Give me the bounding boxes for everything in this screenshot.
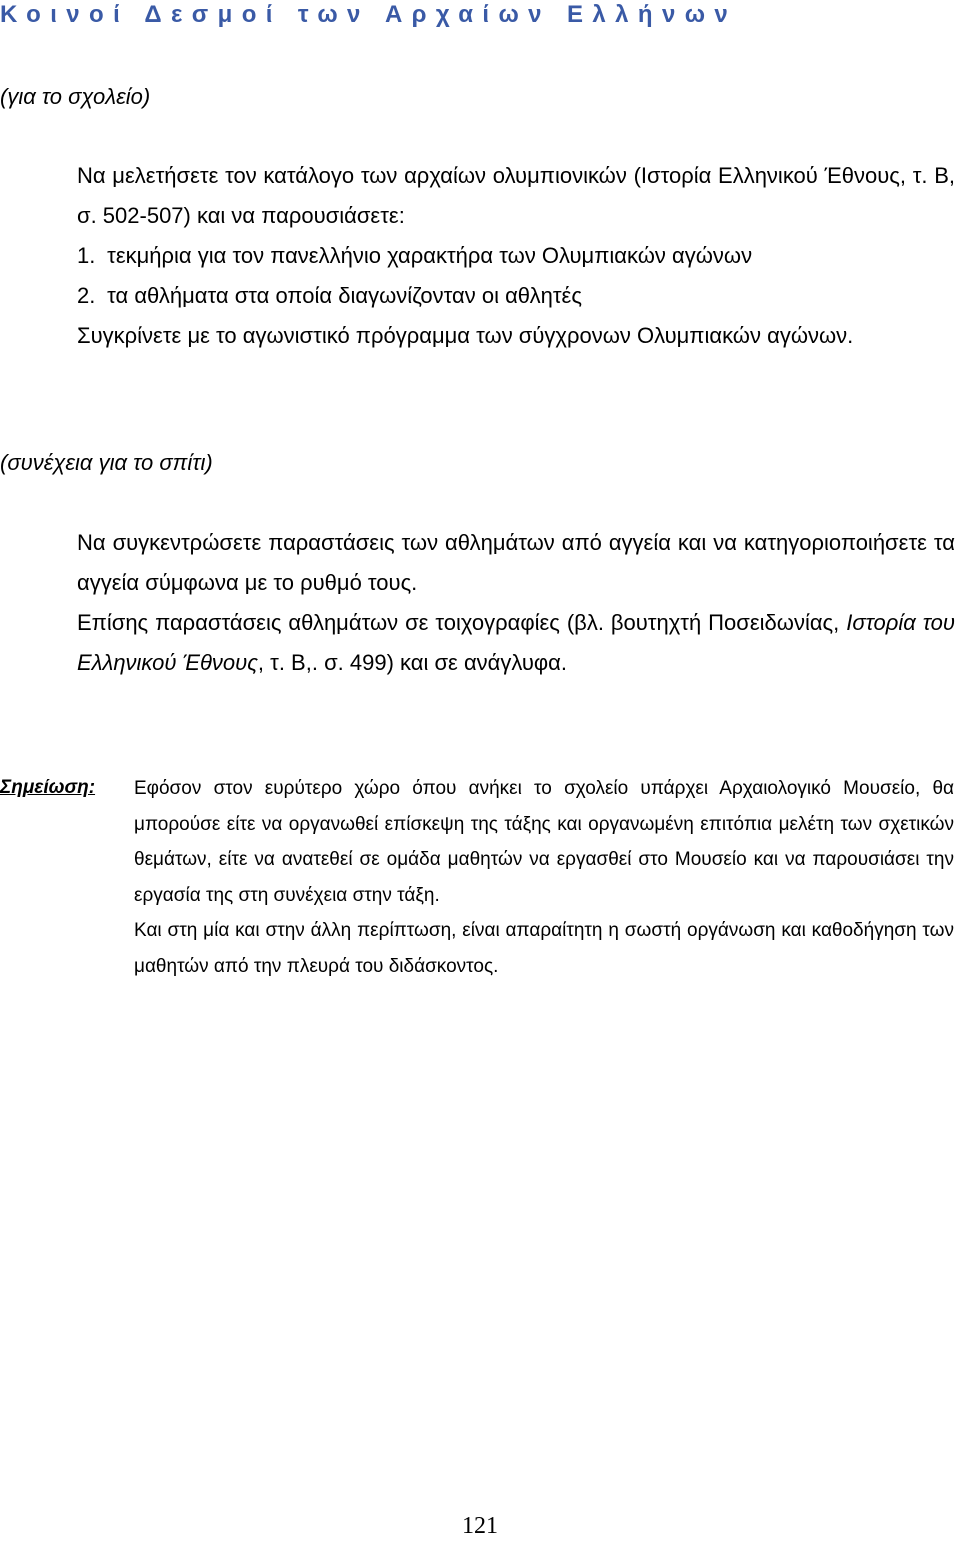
list-item	[77, 276, 955, 316]
list-item	[77, 236, 955, 276]
page-title: Κοινοί Δεσμοί των Αρχαίων Ελλήνων	[0, 1, 738, 28]
list-item-text: τεκμήρια για τον πανελλήνιο χαρακτήρα των Ολυμπιακών αγώνων	[107, 243, 753, 268]
school-assignment	[77, 156, 955, 356]
home-section-heading: (συνέχεια για το σπίτι)	[0, 450, 213, 475]
school-intro: Να μελετήσετε τον κατάλογο των αρχαίων ολυμπιονικών (Ιστορία Ελληνικού Έθνους, τ. Β, σ. 502-507) και να παρουσιάσετε:	[77, 163, 955, 228]
list-item-text: τα αθλήματα στα οποία διαγωνίζονταν οι αθλητές	[107, 283, 582, 308]
home-paragraph-frescoes	[77, 603, 955, 683]
frescoes-text-start: Επίσης παραστάσεις αθλημάτων σε τοιχογραφίες (βλ. βουτηχτή Ποσειδωνίας,	[77, 610, 840, 635]
frescoes-text-end: , τ. Β,. σ. 499) και σε ανάγλυφα.	[257, 650, 568, 675]
list-item-number: 2.	[77, 283, 96, 308]
note-body	[134, 771, 954, 984]
list-item-number: 1.	[77, 243, 96, 268]
home-paragraph-vases: Να συγκεντρώσετε παραστάσεις των αθλημάτων από αγγεία και να κατηγοριοποιήσετε τα αγγεία σύμφωνα με το ρυθμό τους.	[77, 530, 955, 595]
note-paragraph-museum: Εφόσον στον ευρύτερο χώρο όπου ανήκει το σχολείο υπάρχει Αρχαιολογικό Μουσείο, θα μπορούσε είτε να οργανωθεί επίσκεψη της τάξης και οργανωμένη επιτόπια μελέτη των σχετικών θεμάτων, είτε να ανατεθεί σε ομάδα μαθητών να εργασθεί στο Μουσείο και να παρουσιάσει την εργασία της στη συνέχεια στην τάξη.	[134, 778, 954, 906]
school-section-heading: (για το σχολείο)	[0, 84, 151, 109]
note-paragraph-guidance: Και στη μία και στην άλλη περίπτωση, είναι απαραίτητη η σωστή οργάνωση και καθοδήγηση των μαθητών από την πλευρά του διδάσκοντος.	[134, 920, 954, 977]
home-assignment	[77, 523, 955, 683]
school-compare: Συγκρίνετε με το αγωνιστικό πρόγραμμα των σύγχρονων Ολυμπιακών αγώνων.	[77, 323, 854, 348]
page-number: 121	[462, 1513, 498, 1539]
note-label: Σημείωση:	[0, 777, 96, 798]
book-title: Ιστορία του Ελληνικού Έθνους	[77, 610, 955, 675]
